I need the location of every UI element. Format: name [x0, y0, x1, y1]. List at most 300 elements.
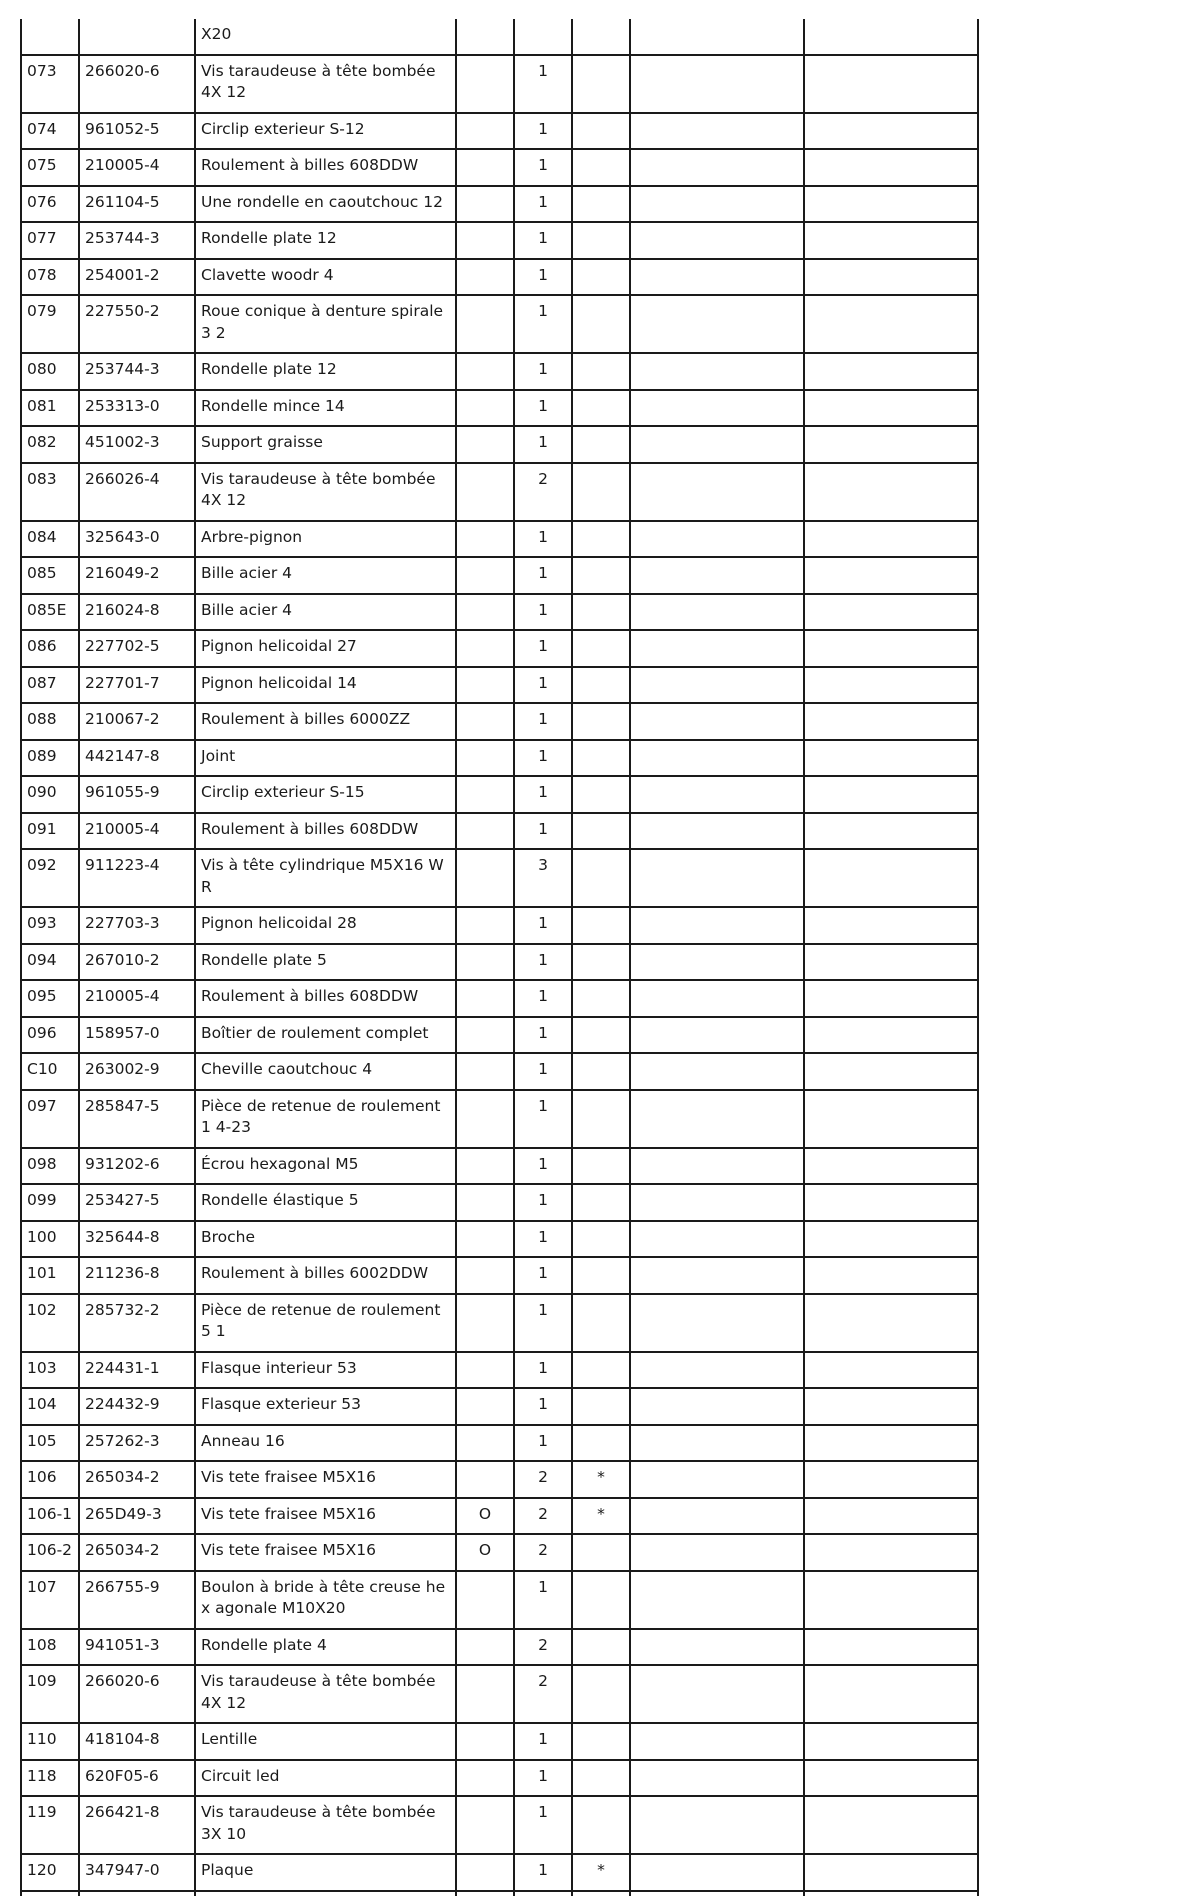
part-code-cell: 224432-9 [79, 1388, 195, 1425]
remark-cell [804, 907, 978, 944]
description-cell: Roulement à billes 608DDW [195, 149, 456, 186]
mark-cell [456, 980, 514, 1017]
table-row [21, 557, 978, 594]
mark-cell [456, 353, 514, 390]
note-cell [630, 1425, 804, 1462]
remark-cell [804, 1053, 978, 1090]
table-row [21, 1090, 978, 1148]
part-code-cell: 253744-3 [79, 222, 195, 259]
item-number-cell: 106-2 [21, 1534, 79, 1571]
part-code-cell: 911223-4 [79, 849, 195, 907]
note-cell [630, 1571, 804, 1629]
quantity-cell: 1 [514, 980, 572, 1017]
table-row [21, 1854, 978, 1891]
description-cell: Joint [195, 740, 456, 777]
table-row [21, 907, 978, 944]
note-cell [630, 944, 804, 981]
quantity-cell: 1 [514, 1796, 572, 1854]
part-code-cell: 267010-2 [79, 944, 195, 981]
part-code-cell: 931202-6 [79, 1148, 195, 1185]
item-number-cell: 075 [21, 149, 79, 186]
item-number-cell: 078 [21, 259, 79, 296]
remark-cell [804, 1184, 978, 1221]
remark-cell [804, 1629, 978, 1666]
description-cell: Écrou hexagonal M5 [195, 1148, 456, 1185]
quantity-cell: 1 [514, 55, 572, 113]
quantity-cell: 1 [514, 1184, 572, 1221]
remark-cell [804, 1294, 978, 1352]
item-number-cell: 099 [21, 1184, 79, 1221]
mark-cell [456, 1723, 514, 1760]
mark-cell [456, 594, 514, 631]
continuation-cell [804, 1891, 978, 1896]
item-number-cell: 095 [21, 980, 79, 1017]
table-continuation-row [21, 1891, 978, 1896]
flag-cell [572, 1257, 630, 1294]
table-row [21, 1148, 978, 1185]
note-cell [630, 463, 804, 521]
description-cell: Pignon helicoidal 27 [195, 630, 456, 667]
table-row [21, 980, 978, 1017]
part-code-cell: 285732-2 [79, 1294, 195, 1352]
mark-cell [456, 703, 514, 740]
item-number-cell [21, 19, 79, 55]
note-cell [630, 1184, 804, 1221]
remark-cell [804, 1221, 978, 1258]
description-cell: Bille acier 4 [195, 557, 456, 594]
table-row [21, 740, 978, 777]
part-code-cell: 227701-7 [79, 667, 195, 704]
note-cell [630, 1053, 804, 1090]
item-number-cell: 092 [21, 849, 79, 907]
remark-cell [804, 259, 978, 296]
note-cell [630, 813, 804, 850]
table-row [21, 1257, 978, 1294]
remark-cell [804, 149, 978, 186]
table-row [21, 353, 978, 390]
description-cell: Vis taraudeuse à tête bombée 4X 12 [195, 1665, 456, 1723]
description-cell: Une rondelle en caoutchouc 12 [195, 186, 456, 223]
table-row [21, 186, 978, 223]
remark-cell [804, 944, 978, 981]
description-cell: Arbre-pignon [195, 521, 456, 558]
description-cell: Vis taraudeuse à tête bombée 3X 10 [195, 1796, 456, 1854]
part-code-cell: 210005-4 [79, 149, 195, 186]
remark-cell [804, 1461, 978, 1498]
description-cell: Lentille [195, 1723, 456, 1760]
remark-cell [804, 813, 978, 850]
flag-cell: * [572, 1461, 630, 1498]
remark-cell [804, 1352, 978, 1389]
item-number-cell: 093 [21, 907, 79, 944]
quantity-cell: 1 [514, 1294, 572, 1352]
part-code-cell: 961055-9 [79, 776, 195, 813]
flag-cell [572, 426, 630, 463]
table-row [21, 813, 978, 850]
table-row [21, 1221, 978, 1258]
flag-cell [572, 703, 630, 740]
item-number-cell: 083 [21, 463, 79, 521]
mark-cell [456, 944, 514, 981]
parts-table-body [21, 19, 978, 1896]
quantity-cell: 1 [514, 776, 572, 813]
quantity-cell: 1 [514, 353, 572, 390]
item-number-cell: 107 [21, 1571, 79, 1629]
part-code-cell: 216024-8 [79, 594, 195, 631]
description-cell: Cheville caoutchouc 4 [195, 1053, 456, 1090]
quantity-cell: 1 [514, 1571, 572, 1629]
note-cell [630, 1629, 804, 1666]
note-cell [630, 259, 804, 296]
remark-cell [804, 1257, 978, 1294]
part-code-cell: 210067-2 [79, 703, 195, 740]
remark-cell [804, 1388, 978, 1425]
part-code-cell: 265034-2 [79, 1461, 195, 1498]
mark-cell [456, 259, 514, 296]
part-code-cell: 227703-3 [79, 907, 195, 944]
note-cell [630, 557, 804, 594]
note-cell [630, 776, 804, 813]
note-cell [630, 594, 804, 631]
note-cell [630, 1665, 804, 1723]
remark-cell [804, 557, 978, 594]
parts-list-table [20, 19, 979, 1896]
quantity-cell: 1 [514, 667, 572, 704]
description-cell: Circlip exterieur S-15 [195, 776, 456, 813]
flag-cell [572, 1090, 630, 1148]
description-cell: Flasque interieur 53 [195, 1352, 456, 1389]
description-cell: Roue conique à denture spirale 3 2 [195, 295, 456, 353]
note-cell [630, 295, 804, 353]
quantity-cell: 1 [514, 703, 572, 740]
quantity-cell: 1 [514, 1352, 572, 1389]
note-cell [630, 1148, 804, 1185]
note-cell [630, 740, 804, 777]
quantity-cell: 3 [514, 849, 572, 907]
mark-cell [456, 1184, 514, 1221]
table-row [21, 149, 978, 186]
remark-cell [804, 740, 978, 777]
item-number-cell: 082 [21, 426, 79, 463]
table-row [21, 1796, 978, 1854]
continuation-cell [514, 1891, 572, 1896]
continuation-cell [572, 1891, 630, 1896]
note-cell [630, 980, 804, 1017]
part-code-cell: 254001-2 [79, 259, 195, 296]
remark-cell [804, 463, 978, 521]
part-code-cell: 261104-5 [79, 186, 195, 223]
note-cell [630, 1461, 804, 1498]
note-cell [630, 1352, 804, 1389]
mark-cell [456, 149, 514, 186]
mark-cell: O [456, 1534, 514, 1571]
part-code-cell: 442147-8 [79, 740, 195, 777]
mark-cell [456, 1017, 514, 1054]
flag-cell [572, 521, 630, 558]
continuation-cell [79, 1891, 195, 1896]
item-number-cell: 090 [21, 776, 79, 813]
description-cell: Vis à tête cylindrique M5X16 WR [195, 849, 456, 907]
note-cell [630, 1796, 804, 1854]
part-code-cell: 265034-2 [79, 1534, 195, 1571]
flag-cell [572, 630, 630, 667]
item-number-cell: 073 [21, 55, 79, 113]
quantity-cell: 1 [514, 1148, 572, 1185]
table-row [21, 295, 978, 353]
note-cell [630, 1534, 804, 1571]
part-code-cell: 210005-4 [79, 813, 195, 850]
quantity-cell: 1 [514, 390, 572, 427]
description-cell: Rondelle mince 14 [195, 390, 456, 427]
quantity-cell: 1 [514, 1854, 572, 1891]
flag-cell [572, 776, 630, 813]
item-number-cell: 108 [21, 1629, 79, 1666]
description-cell: Pignon helicoidal 28 [195, 907, 456, 944]
table-row [21, 849, 978, 907]
quantity-cell: 1 [514, 186, 572, 223]
mark-cell [456, 19, 514, 55]
item-number-cell: 081 [21, 390, 79, 427]
mark-cell [456, 1461, 514, 1498]
quantity-cell: 1 [514, 813, 572, 850]
mark-cell [456, 1090, 514, 1148]
flag-cell: * [572, 1498, 630, 1535]
mark-cell [456, 1148, 514, 1185]
description-cell: Vis tete fraisee M5X16 [195, 1498, 456, 1535]
mark-cell [456, 1053, 514, 1090]
flag-cell [572, 186, 630, 223]
item-number-cell: 091 [21, 813, 79, 850]
mark-cell [456, 521, 514, 558]
flag-cell [572, 113, 630, 150]
quantity-cell: 1 [514, 1388, 572, 1425]
quantity-cell: 1 [514, 259, 572, 296]
item-number-cell: 088 [21, 703, 79, 740]
description-cell: Circlip exterieur S-12 [195, 113, 456, 150]
description-cell: Bille acier 4 [195, 594, 456, 631]
note-cell [630, 55, 804, 113]
quantity-cell: 2 [514, 1665, 572, 1723]
remark-cell [804, 521, 978, 558]
flag-cell [572, 55, 630, 113]
description-cell: Roulement à billes 608DDW [195, 813, 456, 850]
item-number-cell: 079 [21, 295, 79, 353]
description-cell: Rondelle plate 12 [195, 222, 456, 259]
flag-cell [572, 1534, 630, 1571]
description-cell: Broche [195, 1221, 456, 1258]
flag-cell [572, 1053, 630, 1090]
quantity-cell: 2 [514, 1461, 572, 1498]
quantity-cell: 2 [514, 1629, 572, 1666]
flag-cell [572, 944, 630, 981]
flag-cell [572, 1148, 630, 1185]
item-number-cell: 097 [21, 1090, 79, 1148]
flag-cell [572, 19, 630, 55]
mark-cell [456, 426, 514, 463]
part-code-cell: 325644-8 [79, 1221, 195, 1258]
note-cell [630, 1388, 804, 1425]
quantity-cell: 1 [514, 1425, 572, 1462]
note-cell [630, 1221, 804, 1258]
quantity-cell: 1 [514, 426, 572, 463]
note-cell [630, 186, 804, 223]
remark-cell [804, 1017, 978, 1054]
note-cell [630, 703, 804, 740]
part-code-cell: 285847-5 [79, 1090, 195, 1148]
item-number-cell: 080 [21, 353, 79, 390]
remark-cell [804, 222, 978, 259]
flag-cell [572, 907, 630, 944]
remark-cell [804, 1425, 978, 1462]
mark-cell [456, 1294, 514, 1352]
table-row [21, 630, 978, 667]
remark-cell [804, 426, 978, 463]
part-code-cell: 253427-5 [79, 1184, 195, 1221]
flag-cell [572, 1425, 630, 1462]
remark-cell [804, 1090, 978, 1148]
mark-cell [456, 1571, 514, 1629]
flag-cell [572, 1629, 630, 1666]
part-code-cell: 265D49-3 [79, 1498, 195, 1535]
item-number-cell: 074 [21, 113, 79, 150]
quantity-cell: 1 [514, 594, 572, 631]
mark-cell [456, 1796, 514, 1854]
quantity-cell: 1 [514, 1221, 572, 1258]
description-cell: Pignon helicoidal 14 [195, 667, 456, 704]
note-cell [630, 667, 804, 704]
part-code-cell: 263002-9 [79, 1053, 195, 1090]
note-cell [630, 1854, 804, 1891]
part-code-cell: 227550-2 [79, 295, 195, 353]
remark-cell [804, 1534, 978, 1571]
quantity-cell: 1 [514, 149, 572, 186]
flag-cell [572, 1352, 630, 1389]
note-cell [630, 1017, 804, 1054]
item-number-cell: 103 [21, 1352, 79, 1389]
quantity-cell: 1 [514, 944, 572, 981]
remark-cell [804, 703, 978, 740]
table-row [21, 1498, 978, 1535]
mark-cell [456, 1352, 514, 1389]
continuation-cell [195, 1891, 456, 1896]
quantity-cell: 1 [514, 740, 572, 777]
description-cell: Pièce de retenue de roulement 1 4-23 [195, 1090, 456, 1148]
note-cell [630, 849, 804, 907]
table-row [21, 55, 978, 113]
remark-cell [804, 667, 978, 704]
description-cell: Rondelle élastique 5 [195, 1184, 456, 1221]
item-number-cell: 102 [21, 1294, 79, 1352]
table-row [21, 1352, 978, 1389]
mark-cell [456, 1629, 514, 1666]
mark-cell [456, 222, 514, 259]
table-row [21, 1461, 978, 1498]
description-cell: Rondelle plate 12 [195, 353, 456, 390]
description-cell: Anneau 16 [195, 1425, 456, 1462]
mark-cell [456, 557, 514, 594]
remark-cell [804, 1571, 978, 1629]
part-code-cell: 266026-4 [79, 463, 195, 521]
table-row [21, 463, 978, 521]
item-number-cell: 085E [21, 594, 79, 631]
flag-cell [572, 222, 630, 259]
description-cell: Plaque [195, 1854, 456, 1891]
mark-cell [456, 813, 514, 850]
item-number-cell: 086 [21, 630, 79, 667]
part-code-cell: 253744-3 [79, 353, 195, 390]
mark-cell [456, 740, 514, 777]
item-number-cell: 104 [21, 1388, 79, 1425]
flag-cell [572, 1760, 630, 1797]
remark-cell [804, 980, 978, 1017]
remark-cell [804, 1498, 978, 1535]
part-code-cell: 211236-8 [79, 1257, 195, 1294]
note-cell [630, 907, 804, 944]
mark-cell [456, 186, 514, 223]
quantity-cell: 1 [514, 222, 572, 259]
quantity-cell: 1 [514, 295, 572, 353]
flag-cell [572, 1017, 630, 1054]
quantity-cell: 1 [514, 1053, 572, 1090]
flag-cell [572, 1294, 630, 1352]
table-row [21, 1665, 978, 1723]
table-row [21, 1388, 978, 1425]
remark-cell [804, 1723, 978, 1760]
item-number-cell: 119 [21, 1796, 79, 1854]
continuation-cell [21, 1891, 79, 1896]
mark-cell [456, 1854, 514, 1891]
item-number-cell: C10 [21, 1053, 79, 1090]
item-number-cell: 118 [21, 1760, 79, 1797]
table-row [21, 1534, 978, 1571]
mark-cell [456, 55, 514, 113]
description-cell: Pièce de retenue de roulement 5 1 [195, 1294, 456, 1352]
remark-cell [804, 295, 978, 353]
part-code-cell: 620F05-6 [79, 1760, 195, 1797]
quantity-cell: 1 [514, 1723, 572, 1760]
part-code-cell: 266421-8 [79, 1796, 195, 1854]
description-cell: Clavette woodr 4 [195, 259, 456, 296]
part-code-cell: 418104-8 [79, 1723, 195, 1760]
quantity-cell: 1 [514, 630, 572, 667]
item-number-cell: 109 [21, 1665, 79, 1723]
table-row [21, 113, 978, 150]
item-number-cell: 084 [21, 521, 79, 558]
table-row [21, 1294, 978, 1352]
part-code-cell: 266020-6 [79, 55, 195, 113]
flag-cell [572, 1571, 630, 1629]
mark-cell [456, 1760, 514, 1797]
flag-cell: * [572, 1854, 630, 1891]
continuation-cell [456, 1891, 514, 1896]
table-row [21, 776, 978, 813]
note-cell [630, 426, 804, 463]
item-number-cell: 120 [21, 1854, 79, 1891]
table-row [21, 1053, 978, 1090]
note-cell [630, 521, 804, 558]
description-cell: Vis tete fraisee M5X16 [195, 1534, 456, 1571]
mark-cell [456, 1221, 514, 1258]
quantity-cell: 1 [514, 521, 572, 558]
mark-cell [456, 390, 514, 427]
quantity-cell: 1 [514, 1017, 572, 1054]
remark-cell [804, 1148, 978, 1185]
flag-cell [572, 1796, 630, 1854]
flag-cell [572, 353, 630, 390]
part-code-cell: 451002-3 [79, 426, 195, 463]
note-cell [630, 113, 804, 150]
description-cell: Vis tete fraisee M5X16 [195, 1461, 456, 1498]
